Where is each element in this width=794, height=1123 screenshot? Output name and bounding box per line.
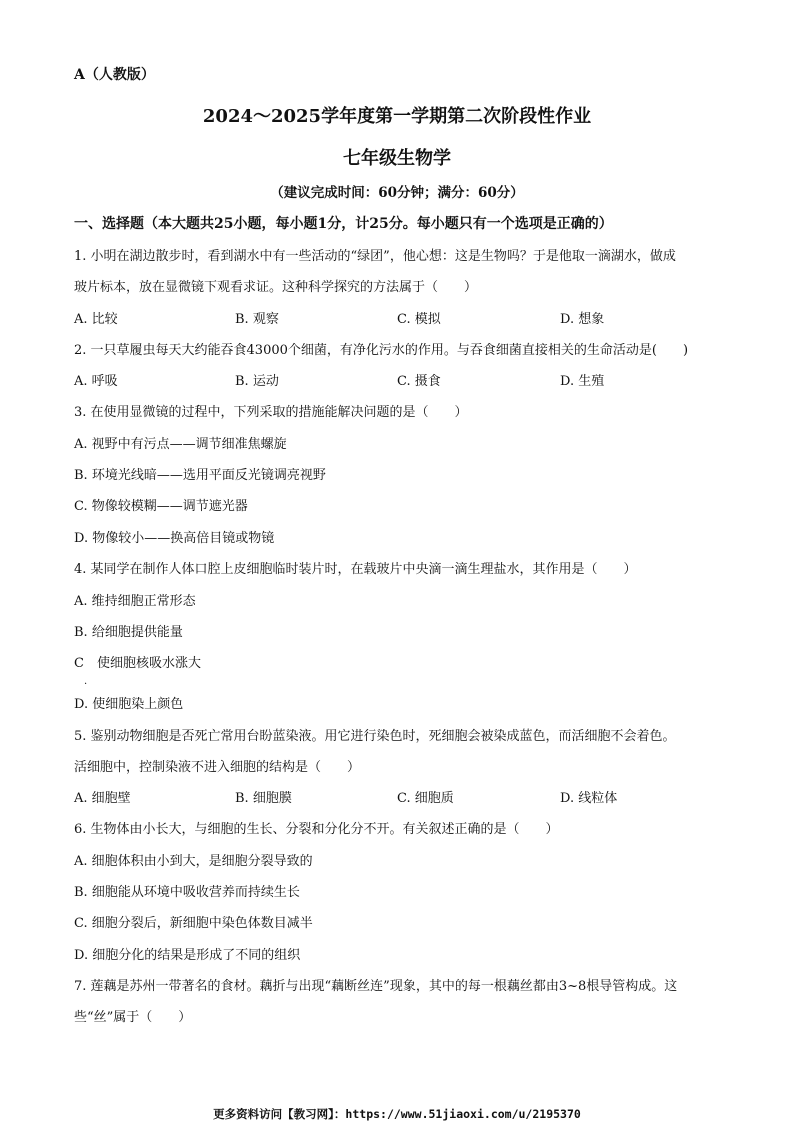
stray-dot-mark: . [84, 676, 88, 687]
subject-title: 七年级生物学 [343, 148, 451, 169]
option-a: A. 呼吸 [74, 374, 118, 389]
question-1-line-2: 玻片标本，放在显微镜下观看求证。这种科学探究的方法属于（ ） [74, 280, 478, 295]
question-6-line-1: 6. 生物体由小长大，与细胞的生长、分裂和分化分不开。有关叙述正确的是（ ） [74, 822, 559, 837]
question-3-line-1: 3. 在使用显微镜的过程中，下列采取的措施能解决问题的是（ ） [74, 405, 468, 420]
question-6-option-a: A. 细胞体积由小到大，是细胞分裂导致的 [74, 854, 313, 869]
question-7-line-2: 些“丝”属于（ ） [74, 1010, 192, 1025]
question-4-option-d: D. 使细胞染上颜色 [74, 697, 184, 712]
question-4-option-a: A. 维持细胞正常形态 [74, 594, 196, 609]
option-d: D. 想象 [560, 312, 605, 327]
option-d: D. 生殖 [560, 374, 605, 389]
option-a: A. 细胞壁 [74, 791, 131, 806]
option-c: C. 摄食 [397, 374, 441, 389]
question-6-option-b: B. 细胞能从环境中吸收营养而持续生长 [74, 885, 300, 900]
edition-label: A（人教版） [74, 67, 155, 83]
footer-link-text: 更多资料访问【教习网】：https://www.51jiaoxi.com/u/2195370 [213, 1107, 581, 1121]
question-4-option-c: C 使细胞核吸水涨大 [74, 656, 201, 671]
option-c: C. 模拟 [397, 312, 441, 327]
question-3-option-c: C. 物像较模糊——调节遮光器 [74, 499, 248, 514]
question-6-option-d: D. 细胞分化的结果是形成了不同的组织 [74, 948, 301, 963]
question-5-line-2: 活细胞中，控制染液不进入细胞的结构是（ ） [74, 760, 361, 775]
question-1-line-1: 1. 小明在湖边散步时，看到湖水中有一些活动的“绿团”，他心想：这是生物吗？于是他取一滴湖水，做成 [74, 249, 676, 264]
question-3-option-d: D. 物像较小——换高倍目镜或物镜 [74, 531, 275, 546]
question-3-option-a: A. 视野中有污点——调节细准焦螺旋 [74, 437, 287, 452]
section-heading: 一、选择题（本大题共25小题，每小题1分，计25分。每小题只有一个选项是正确的） [74, 216, 613, 232]
option-c: C. 细胞质 [397, 791, 454, 806]
question-7-line-1: 7. 莲藕是苏州一带著名的食材。藕折与出现“藕断丝连”现象，其中的每一根藕丝都由3~8根导管构成。这 [74, 979, 678, 994]
option-b: B. 观察 [235, 312, 279, 327]
question-2-line-1: 2. 一只草履虫每天大约能吞食43000个细菌，有净化污水的作用。与吞食细菌直接相关的生命活动是( ) [74, 343, 689, 358]
question-4-line-1: 4. 某同学在制作人体口腔上皮细胞临时装片时，在载玻片中央滴一滴生理盐水，其作用是（ ） [74, 562, 637, 577]
time-note: （建议完成时间：60分钟；满分：60分） [270, 185, 524, 201]
page-title: 2024～2025学年度第一学期第二次阶段性作业 [202, 106, 592, 127]
question-5-line-1: 5. 鉴别动物细胞是否死亡常用台盼蓝染液。用它进行染色时，死细胞会被染成蓝色，而活细胞不会着色。 [74, 729, 676, 744]
option-b: B. 细胞膜 [235, 791, 292, 806]
question-4-option-b: B. 给细胞提供能量 [74, 625, 183, 640]
question-6-option-c: C. 细胞分裂后，新细胞中染色体数目减半 [74, 916, 313, 931]
option-b: B. 运动 [235, 374, 279, 389]
option-a: A. 比较 [74, 312, 118, 327]
option-d: D. 线粒体 [560, 791, 618, 806]
question-3-option-b: B. 环境光线暗——选用平面反光镜调亮视野 [74, 468, 326, 483]
